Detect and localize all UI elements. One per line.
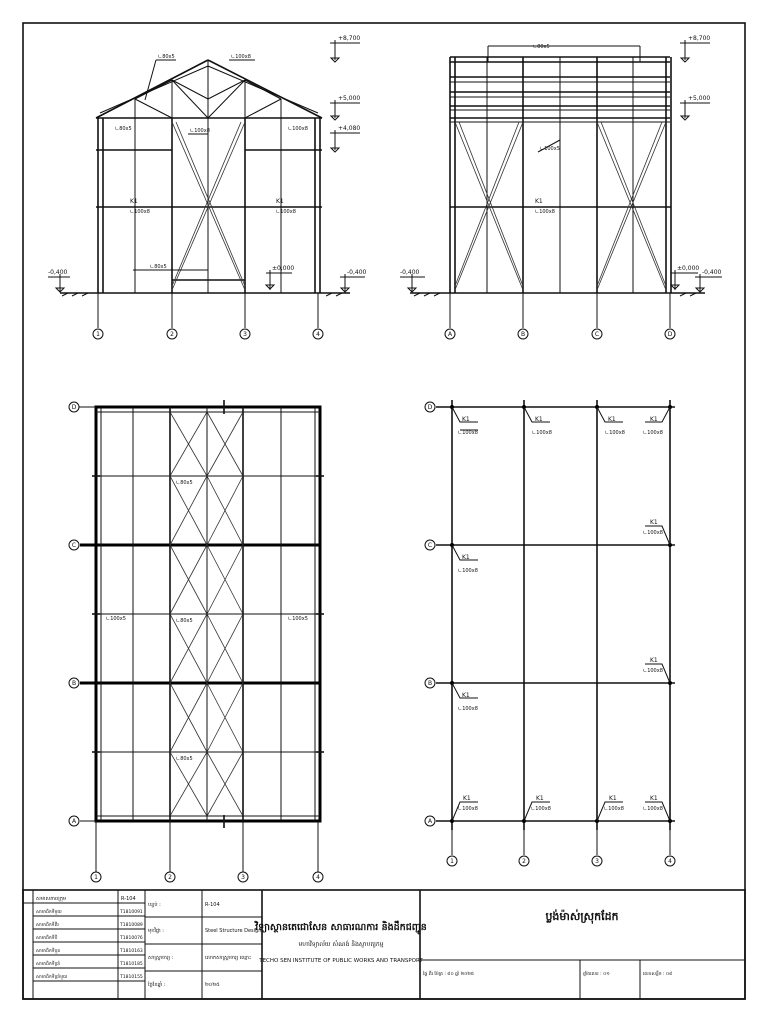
label-col-mark-AD: K1	[535, 198, 543, 205]
member-2-name: សាមាជិកទីពីរ	[36, 923, 59, 928]
roof-axis-4: 4	[316, 874, 320, 881]
label-col-section-AD: ∟100x8	[535, 209, 555, 215]
axis-2-top: 2	[170, 331, 174, 338]
col-tag-D2-mark: K1	[535, 416, 543, 423]
col-tag-C4-mark: K1	[650, 519, 658, 526]
level-eave-AD: +5,000	[688, 95, 711, 102]
team-header: សមាសភាពក្រុម	[36, 896, 67, 902]
col-axis-C: C	[427, 542, 433, 549]
page-label: លេខសន្លឹក : ០៨	[643, 972, 673, 977]
elevation-A-D-axes	[445, 293, 675, 339]
level-right: -0,400	[347, 269, 367, 276]
title-block-grid	[23, 890, 745, 999]
title-block	[23, 890, 745, 999]
elevation-1-4-truss	[96, 60, 322, 118]
label-bottom-tie: ∟80x5	[150, 264, 167, 270]
label-roof-right-beam: ∟100x5	[288, 616, 308, 622]
roof-axis-B: B	[71, 680, 77, 687]
col-tag-D4-section: ∟100x8	[643, 430, 663, 436]
axis-D-top: D	[667, 331, 673, 338]
subject-value: Steel Structure Design	[205, 928, 262, 934]
col-tag-C4-section: ∟100x8	[643, 530, 663, 536]
label-tie-left: ∟80x5	[115, 126, 132, 132]
col-axis-1: 1	[450, 858, 454, 865]
elevation-A-D-member-labels	[533, 44, 560, 215]
elevation-1-4-level-markers	[48, 35, 367, 292]
col-axis-A: A	[427, 818, 433, 825]
label-truss-chord: ∟100x8	[231, 54, 251, 60]
faculty-name-kh: មហាវិទ្យាល័យ សំណង់ និងស្ថាបត្យកម្ម	[298, 941, 384, 948]
col-tag-B4-section: ∟100x8	[643, 668, 663, 674]
team-code: R-104	[121, 896, 136, 902]
institute-name-en: TECHO SEN INSTITUTE OF PUBLIC WORKS AND TRANSPORT	[259, 958, 423, 964]
elevation-1-4-member-labels	[115, 54, 308, 270]
col-tag-D2-section: ∟100x8	[532, 430, 552, 436]
col-tag-D4-mark: K1	[650, 416, 658, 423]
elevation-A-D-level-markers	[400, 35, 722, 296]
drawing-title-block	[422, 909, 672, 977]
roof-axis-D: D	[71, 404, 77, 411]
date-label: ថ្ងៃខែឆ្នាំ :	[148, 982, 166, 988]
label-tie-mid: ∟100x8	[190, 128, 210, 134]
member-5-name: សាមាជិកទីប្រាំ	[36, 962, 61, 967]
level-ridge: +8,700	[338, 35, 361, 42]
col-tag-C1-section: ∟100x8	[458, 568, 478, 574]
column-plan-nodes	[450, 405, 672, 823]
team-members-table	[36, 896, 143, 980]
col-tag-A3-mark: K1	[609, 795, 617, 802]
member-3-id: T1810076	[120, 936, 143, 941]
level-eave: +5,000	[338, 95, 361, 102]
axis-1-top: 1	[96, 331, 100, 338]
col-tag-B1-section: ∟100x8	[458, 706, 478, 712]
elevation-axis-1-4	[48, 35, 367, 339]
lecturer-value: លោកសាស្ត្រាចារ្យ ឈ្មោះ	[205, 955, 252, 961]
col-tag-A2-mark: K1	[536, 795, 544, 802]
room-label: បន្ទប់ :	[148, 902, 161, 908]
roof-axis-3: 3	[241, 874, 245, 881]
level-top-AD: +8,700	[688, 35, 711, 42]
axis-C-top: C	[594, 331, 600, 338]
col-axis-4: 4	[668, 858, 672, 865]
member-1-name: សាមាជិកទីមួយ	[36, 910, 62, 915]
elevation-axis-A-D	[400, 35, 722, 339]
label-roof-brace-2: ∟80x5	[176, 618, 193, 624]
col-axis-D: D	[427, 404, 433, 411]
label-brace-AD: ∟100x5	[540, 146, 560, 152]
level-left-AD: -0,400	[400, 269, 420, 276]
sheet-label: ផ្ទាំងលេខ : ០១	[583, 972, 610, 977]
drawing-title: ប្លង់ម៉ាស់ស្រុកដែក	[545, 910, 619, 923]
col-tag-A3-section: ∟100x8	[604, 806, 624, 812]
roof-plan-axes	[69, 402, 323, 882]
roof-axis-A: A	[71, 818, 77, 825]
col-axis-B: B	[427, 680, 433, 687]
col-tag-D1-mark: K1	[462, 416, 470, 423]
room-value: R-104	[205, 902, 220, 908]
institute-name-kh: វិទ្យាស្ថានតេជោសែន សាធារណការ និងដឹកជញ្ជូន	[255, 922, 427, 933]
roof-axis-2: 2	[168, 874, 172, 881]
col-tag-D3-mark: K1	[608, 416, 616, 423]
axis-3-top: 3	[243, 331, 247, 338]
member-3-name: សាមាជិកទីបី	[36, 936, 58, 941]
col-axis-3: 3	[595, 858, 599, 865]
level-ground-AD: ±0,000	[677, 265, 700, 272]
col-axis-2: 2	[522, 858, 526, 865]
date-value: ២០២៥	[205, 982, 220, 988]
level-right-AD: -0,400	[702, 269, 722, 276]
level-left: -0,400	[48, 269, 68, 276]
column-plan-tags	[452, 407, 670, 821]
member-4-name: សាមាជិកទីបួន	[36, 949, 61, 954]
roof-bracing-plan	[69, 400, 324, 882]
roof-axis-1: 1	[94, 874, 98, 881]
col-tag-A2-section: ∟100x8	[531, 806, 551, 812]
col-tag-A1-mark: K1	[463, 795, 471, 802]
column-plan-gridlines	[436, 400, 675, 830]
label-roof-brace-1: ∟80x5	[176, 480, 193, 486]
axis-A-top: A	[447, 331, 453, 338]
col-tag-A4-mark: K1	[650, 795, 658, 802]
level-ground: ±0,000	[272, 265, 295, 272]
column-layout-plan	[425, 400, 675, 866]
label-purlin: ∟80x5	[533, 44, 550, 50]
institute-block	[254, 920, 427, 964]
member-6-name: សាមាជិកទីប្រាំមួយ	[36, 975, 68, 980]
label-col-right-section: ∟100x8	[276, 209, 296, 215]
sheet-border	[23, 23, 745, 999]
col-tag-D1-section: ∟100x8	[458, 430, 478, 436]
label-truss-web: ∟80x5	[158, 54, 175, 60]
col-tag-B1-mark: K1	[462, 692, 470, 699]
axis-B-top: B	[520, 331, 526, 338]
member-2-id: T1810089	[120, 923, 143, 928]
member-1-id: T1810091	[120, 910, 143, 915]
member-6-id: T1810155	[120, 975, 143, 980]
roof-axis-C: C	[71, 542, 77, 549]
lecturer-label: សាស្ត្រាចារ្យ :	[148, 955, 174, 961]
member-5-id: T1810185	[120, 962, 143, 967]
label-col-right-mark: K1	[276, 198, 284, 205]
axis-4-top: 4	[316, 331, 320, 338]
subject-label: មុខវិជ្ជា :	[148, 928, 164, 934]
label-col-left-mark: K1	[130, 198, 138, 205]
level-beam: +4,080	[338, 125, 361, 132]
label-tie-right: ∟100x8	[288, 126, 308, 132]
col-tag-A4-section: ∟100x8	[643, 806, 663, 812]
label-roof-brace-3: ∟80x5	[176, 756, 193, 762]
col-tag-C1-mark: K1	[462, 554, 470, 561]
label-roof-left-beam: ∟100x5	[106, 616, 126, 622]
col-tag-A1-section: ∟100x8	[458, 806, 478, 812]
label-col-left-section: ∟100x8	[130, 209, 150, 215]
col-tag-D3-section: ∟100x8	[605, 430, 625, 436]
col-tag-B4-mark: K1	[650, 657, 658, 664]
roof-plan-purlins	[96, 412, 320, 816]
member-4-id: T1810163	[120, 949, 143, 954]
scale-label: ផ្ទៃ ពីរ ម៉ែត្រ : ៨០ ឆ្នាំ ២០២៥	[423, 972, 474, 977]
elevation-1-4-axes	[93, 293, 323, 339]
